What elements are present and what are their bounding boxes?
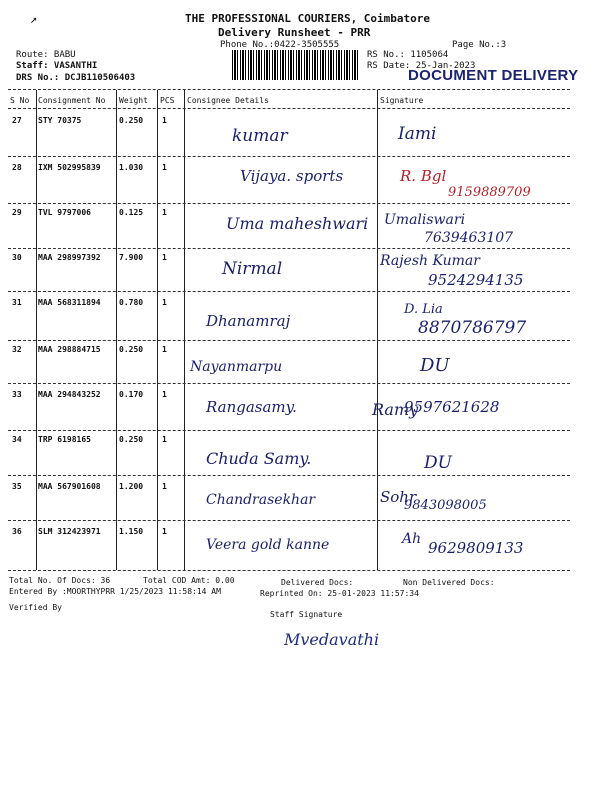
row-consignee-handwriting: Chandrasekhar [206, 492, 316, 508]
row-weight: 1.200 [119, 482, 144, 491]
row-consignment: MAA 567901608 [38, 482, 101, 491]
row-consignment: IXM 502995839 [38, 163, 101, 172]
row-consignee-handwriting: Nirmal [222, 259, 283, 279]
row-signature-handwriting: DU [424, 453, 452, 473]
row-pcs: 1 [162, 116, 167, 125]
table-row [0, 249, 600, 291]
table-row [0, 292, 600, 340]
row-sno: 32 [12, 345, 22, 354]
col-pcs: PCS [160, 96, 175, 105]
row-sno: 28 [12, 163, 22, 172]
row-note-handwriting: 9597621628 [404, 398, 500, 416]
row-weight: 0.780 [119, 298, 144, 307]
row-note-handwriting: 9629809133 [428, 539, 524, 557]
row-weight: 1.030 [119, 163, 144, 172]
row-consignee-handwriting: Veera gold kanne [206, 537, 330, 553]
row-consignment: MAA 568311894 [38, 298, 101, 307]
total-cod: Total COD Amt: 0.00 [143, 576, 235, 585]
row-pcs: 1 [162, 163, 167, 172]
row-pcs: 1 [162, 298, 167, 307]
row-signature-handwriting: Rajesh Kumar [380, 253, 480, 269]
row-weight: 0.250 [119, 345, 144, 354]
table-row [0, 521, 600, 569]
row-signature-handwriting: Ramy [372, 400, 419, 419]
row-consignment: STY 70375 [38, 116, 82, 125]
table-row [0, 204, 600, 248]
row-consignment: TVL 9797006 [38, 208, 91, 217]
row-weight: 7.900 [119, 253, 144, 262]
route: Route: BABU [16, 50, 76, 60]
row-consignment: TRP 6198165 [38, 435, 91, 444]
row-signature-handwriting: R. Bgl [400, 167, 447, 185]
row-note-handwriting: 9843098005 [404, 498, 487, 513]
row-weight: 1.150 [119, 527, 144, 536]
row-consignment: MAA 298884715 [38, 345, 101, 354]
row-consignee-handwriting: kumar [232, 126, 288, 146]
row-weight: 0.125 [119, 208, 144, 217]
row-consignee-handwriting: Rangasamy. [206, 398, 297, 416]
non-delivered-docs: Non Delivered Docs: [403, 578, 495, 587]
row-consignment: MAA 298997392 [38, 253, 101, 262]
row-sno: 31 [12, 298, 22, 307]
col-signature: Signature [380, 96, 424, 105]
row-sno: 30 [12, 253, 22, 262]
total-docs: Total No. Of Docs: 36 [9, 576, 111, 585]
rs-number: RS No.: 1105064 [367, 50, 449, 60]
entered-by: Entered By :MOORTHYPRR 1/25/2023 11:58:14 AM [9, 587, 221, 596]
barcode [232, 50, 360, 80]
row-signature-handwriting: Iami [398, 124, 437, 144]
staff: Staff: VASANTHI [16, 61, 98, 71]
col-weight: Weight [119, 96, 148, 105]
table-row [0, 341, 600, 383]
row-pcs: 1 [162, 482, 167, 491]
row-pcs: 1 [162, 527, 167, 536]
reprinted-on: Reprinted On: 25-01-2023 11:57:34 [260, 589, 419, 598]
row-consignee-handwriting: Nayanmarpu [190, 359, 283, 375]
rs-date: RS Date: 25-Jan-2023 [367, 61, 476, 71]
drs-number: DRS No.: DCJB110506403 [16, 73, 136, 83]
verified-by: Verified By [9, 603, 62, 612]
row-note-handwriting: 9524294135 [428, 271, 524, 289]
staff-signature-handwriting: Mvedavathi [284, 630, 380, 649]
col-consignee: Consignee Details [187, 96, 269, 105]
row-pcs: 1 [162, 435, 167, 444]
row-weight: 0.250 [119, 116, 144, 125]
row-signature-handwriting: D. Lia [404, 302, 443, 317]
col-sno: S No [10, 96, 30, 105]
row-consignee-handwriting: Chuda Samy. [206, 449, 312, 468]
table-row [0, 476, 600, 520]
row-sno: 36 [12, 527, 22, 536]
page-number: Page No.:3 [452, 40, 507, 50]
document-delivery-stamp: DOCUMENT DELIVERY [408, 67, 579, 84]
header-bottom-rule [8, 108, 570, 109]
row-consignee-handwriting: Vijaya. sports [240, 167, 344, 185]
row-pcs: 1 [162, 208, 167, 217]
row-sno: 34 [12, 435, 22, 444]
row-note-handwriting: 8870786797 [418, 318, 527, 338]
row-consignee-handwriting: Dhanamraj [206, 312, 291, 330]
corner-mark-icon: ↗ [30, 12, 38, 26]
row-sno: 29 [12, 208, 22, 217]
row-consignment: MAA 294843252 [38, 390, 101, 399]
staff-signature-label: Staff Signature [270, 610, 343, 619]
runsheet-title: Delivery Runsheet - PRR [218, 26, 371, 39]
row-note-handwriting: 7639463107 [424, 230, 514, 246]
row-sno: 33 [12, 390, 22, 399]
table-row [0, 157, 600, 203]
row-sno: 35 [12, 482, 22, 491]
header-top-rule [8, 89, 570, 90]
table-row [0, 110, 600, 156]
phone-number: Phone No.:0422-3505555 [220, 40, 340, 50]
table-row [0, 384, 600, 430]
row-weight: 0.170 [119, 390, 144, 399]
row-signature-handwriting: Umaliswari [384, 212, 466, 228]
row-signature-handwriting: Ah [402, 531, 422, 547]
delivered-docs: Delivered Docs: [281, 578, 354, 587]
table-row [0, 431, 600, 475]
row-signature-handwriting: Sohr [380, 488, 417, 506]
row-signature-handwriting: DU [420, 355, 450, 376]
row-pcs: 1 [162, 390, 167, 399]
row-pcs: 1 [162, 345, 167, 354]
row-pcs: 1 [162, 253, 167, 262]
col-consignment: Consignment No [38, 96, 106, 105]
row-weight: 0.250 [119, 435, 144, 444]
table-bottom-rule [8, 570, 570, 571]
row-sno: 27 [12, 116, 22, 125]
row-note-handwriting: 9159889709 [448, 185, 531, 200]
row-consignment: SLM 312423971 [38, 527, 101, 536]
row-consignee-handwriting: Uma maheshwari [226, 214, 369, 233]
company-name: THE PROFESSIONAL COURIERS, Coimbatore [185, 12, 431, 25]
